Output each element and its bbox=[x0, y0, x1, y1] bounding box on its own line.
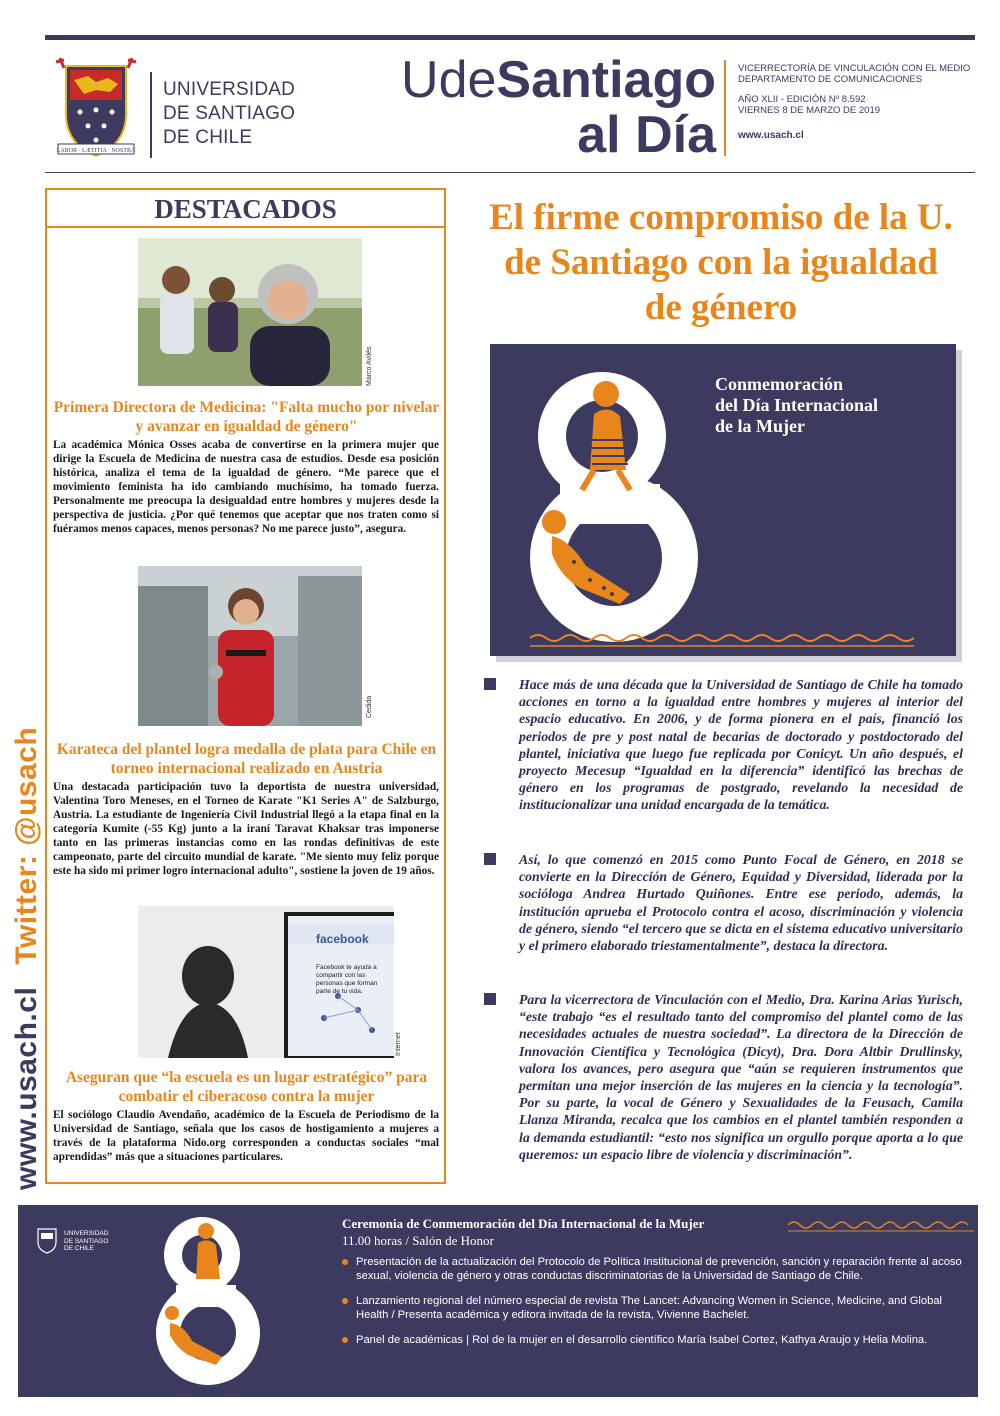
news-1-body: La académica Mónica Osses acaba de convertirse en la primera mujer que dirige la Escuela de Medicina de nuestra casa de estudios. Desde esa posición histórica, analiza el tema de la igualdad de género. “Me parece que el movimiento feminista ha ido cambiando muchísimo, ha tomado fuerza. Personalmente me preocupa la desigualdad entre hombres y mujeres desde la perspectiva de justicia. ¿Por qué tenemos que aceptar que nos traten como si fuéramos menos capaces, menos personas? No me parece justo”, asegura. bbox=[53, 439, 439, 535]
footer-logo-line-2: DE SANTIAGO bbox=[64, 1237, 109, 1245]
masthead-divider bbox=[724, 60, 726, 156]
paragraph-bullet-2 bbox=[484, 853, 496, 865]
orange-bullet-icon bbox=[342, 1259, 348, 1265]
edition-date: VIERNES 8 DE MARZO DE 2019 bbox=[738, 105, 881, 116]
ceremony-agenda bbox=[342, 1255, 972, 1358]
footer-logo-line-1: UNIVERSIDAD bbox=[64, 1230, 109, 1237]
header-bottom-rule bbox=[45, 172, 975, 173]
paragraph-bullet-3 bbox=[484, 993, 496, 1005]
svg-text:LABOR · LÆTITIA · NOSTRA: LABOR · LÆTITIA · NOSTRA bbox=[56, 148, 136, 154]
university-divider bbox=[150, 72, 152, 158]
edition-number: AÑO XLII - EDICIÓN Nº 8.592 bbox=[738, 94, 866, 105]
ceremony-time: 11.00 horas / Salón de Honor bbox=[342, 1233, 494, 1248]
university-line-1: UNIVERSIDAD bbox=[163, 79, 296, 100]
hero-caption bbox=[715, 374, 878, 437]
news-1-title[interactable]: Primera Directora de Medicina: "Falta mucho por nivelar y avanzar en igualdad de género" bbox=[53, 399, 440, 435]
agenda-item bbox=[342, 1255, 972, 1283]
orange-bullet-icon bbox=[342, 1298, 348, 1304]
hero-banner bbox=[490, 344, 956, 656]
news-2-title[interactable]: Karateca del plantel logra medalla de plata para Chile en torneo internacional realizado en Austria bbox=[56, 741, 437, 777]
photo-karateka bbox=[138, 566, 362, 726]
main-headline: El firme compromiso de la U. de Santiago con la igualdad de género bbox=[489, 197, 953, 328]
news-3-body: El sociólogo Claudio Avendaño, académico de la Escuela de Periodismo de la Universidad de Santiago, señala que los casos de hostigamiento a mujeres a través de la plataforma Nido.org corresponden a conductas sociales “mal aprendidas” más que a situaciones particulares. bbox=[53, 1109, 439, 1163]
photo-credit-2: Cedida bbox=[366, 695, 373, 718]
sidebar-website-link[interactable]: www.usach.cl bbox=[10, 986, 43, 1190]
agenda-item bbox=[342, 1294, 972, 1322]
hero-line-2: del Día Internacional bbox=[715, 395, 879, 415]
university-line-2: DE SANTIAGO bbox=[163, 103, 296, 124]
edition-vicerrectoria: VICERRECTORÍA DE VINCULACIÓN CON EL MEDIO bbox=[738, 63, 971, 74]
footer-university-logo bbox=[36, 1227, 126, 1257]
ceremony-banner bbox=[18, 1205, 978, 1397]
vertical-social-bar bbox=[10, 727, 44, 1190]
photo-credit-1: Marco Avilés bbox=[366, 346, 373, 386]
masthead-title bbox=[386, 52, 716, 162]
facebook-screen-text: Facebook te ayuda a compartir con las personas que forman parte de tu vida. bbox=[316, 964, 378, 995]
footer-crest-icon bbox=[36, 1227, 58, 1254]
agenda-item-2-text: Lanzamiento regional del número especial de revista The Lancet: Advancing Women in Science, Medicine, and Global Health / Presenta académica y editora invitada de la revista, Vivienne Bachelet. bbox=[356, 1295, 943, 1321]
news-3-title[interactable]: Aseguran que “la escuela es un lugar estratégico” para combatir el ciberacoso contra la mujer bbox=[65, 1069, 428, 1105]
photo-cyberbullying bbox=[138, 906, 394, 1058]
photo-medicine-director bbox=[138, 238, 362, 386]
sidebar-twitter-handle[interactable]: Twitter: @usach bbox=[10, 726, 43, 965]
university-name bbox=[163, 78, 295, 150]
footer-logo-line-3: DE CHILE bbox=[64, 1245, 94, 1252]
orange-bullet-icon bbox=[342, 1337, 348, 1343]
masthead-santiago: Santiago bbox=[496, 51, 716, 109]
paragraph-bullet-1 bbox=[484, 678, 496, 690]
header-top-rule bbox=[45, 35, 975, 40]
agenda-item bbox=[342, 1333, 972, 1347]
hero-line-3: de la Mujer bbox=[715, 416, 805, 436]
main-paragraph-3: Para la vicerrectora de Vinculación con el Medio, Dra. Karina Arias Yurisch, “este trabajo “es el resultado tanto del compromiso del plantel como de las necesidades actuales de nuestra sociedad”. La directora de la Dirección de Innovación Científica y Tecnológica (Dicyt), Dra. Dora Altbir Drullinsky, valora los avances, pero asegura que “aún se requieren instrumentos que permitan una mejor inserción de las mujeres en la ciencia y la tecnología”. Por su parte, la vocal de Género y Sexualidades de la Feusach, Camila Llanza Miranda, recalca que los cambios en el plantel también responden a la demanda estudiantil: “esto nos significa un orgullo porque aporta a lo que queremos: un espacio libre de violencia y discriminación”. bbox=[519, 992, 963, 1162]
university-line-3: DE CHILE bbox=[163, 127, 253, 148]
masthead-ude: Ude bbox=[401, 51, 497, 109]
photo-credit-3: Internet bbox=[395, 1032, 402, 1056]
footer-eight-illustration bbox=[136, 1209, 336, 1395]
university-crest-logo bbox=[52, 52, 140, 162]
main-paragraph-2: Así, lo que comenzó en 2015 como Punto Focal de Género, en 2018 se convierte en la Dirección de Género, Equidad y Diversidad, liderada por la socióloga Andrea Hurtado Quiñones. Entre ese periodo, además, la institución aprueba el Protocolo contra el acoso, discriminación y violencia de género, siendo “el tercero que se dicta en el sistema educativo universitario y el primero elaborado triestamentalmente”, destaca la directora. bbox=[519, 852, 963, 954]
facebook-screen-logo: facebook bbox=[316, 932, 369, 946]
header-website-link[interactable]: www.usach.cl bbox=[738, 130, 804, 141]
agenda-item-3-text: Panel de académicas | Rol de la mujer en el desarrollo científico María Isabel Cortez, Kathya Araujo y Helia Molina. bbox=[356, 1334, 928, 1346]
masthead-al-dia: al Día bbox=[577, 106, 716, 164]
destacados-title: DESTACADOS bbox=[47, 190, 444, 228]
edition-departamento: DEPARTAMENTO DE COMUNICACIONES bbox=[738, 74, 923, 85]
news-2-body: Una destacada participación tuvo la deportista de nuestra universidad, Valentina Toro Meneses, en el Torneo de Karate "K1 Series A" de Salzburgo, Austria. La estudiante de Ingeniería Civil Industrial llegó a la etapa final en la categoría Kumite (-55 Kg) junto a la iraní Taravat Khaksar tras imponerse tanto en las primeras instancias como en las rondas definitivas de este campeonato, parte del circuito mundial de karate. "Me siento muy feliz porque este ha sido mi primer logro internacional adulto", sostiene la joven de 19 años. bbox=[53, 781, 439, 877]
agenda-item-1-text: Presentación de la actualización del Protocolo de Política Institucional de prevención, sanción y reparación frente al acoso sexual, violencia de género y otras conductas discriminatorias de la Universidad de Santiago de Chile. bbox=[356, 1256, 962, 1282]
footer-wave-decoration bbox=[788, 1219, 974, 1233]
edition-info bbox=[738, 63, 978, 141]
ceremony-title: Ceremonia de Conmemoración del Día Internacional de la Mujer bbox=[342, 1216, 705, 1231]
hero-line-1: Conmemoración bbox=[715, 374, 843, 394]
main-paragraph-1: Hace más de una década que la Universidad de Santiago de Chile ha tomado acciones en torno a la igualdad entre hombres y mujeres al interior del espacio educativo. En 2006, y de forma pionera en el país, financió los periodos de pre y post natal de becarias de doctorado y postdoctorado del plantel, iniciativa que luego fue replicada por Conicyt. Un año después, el proyecto Mecesup “Igualdad en la diferencia” identificó las brechas de género en los programas de postgrado, revelando la necesidad de institucionalizar una unidad encargada de la temática. bbox=[519, 677, 963, 813]
